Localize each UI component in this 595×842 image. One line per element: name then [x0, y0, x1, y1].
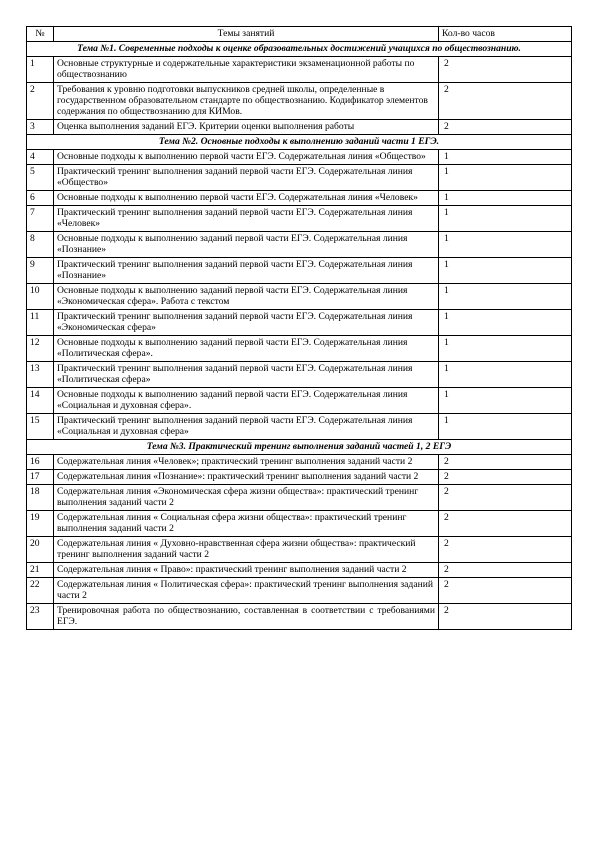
- table-row: [27, 284, 572, 310]
- row-hours: 1: [439, 388, 572, 414]
- row-topic: Практический тренинг выполнения заданий первой части ЕГЭ. Содержательная линия «Социальная и духовная сфера»: [54, 414, 439, 440]
- row-number: 12: [27, 336, 54, 362]
- table-row: [27, 191, 572, 206]
- row-number: 20: [27, 537, 54, 563]
- row-topic: Основные подходы к выполнению первой части ЕГЭ. Содержательная линия «Человек»: [54, 191, 439, 206]
- row-topic: Практический тренинг выполнения заданий первой части ЕГЭ. Содержательная линия «Познание»: [54, 258, 439, 284]
- row-number: 7: [27, 206, 54, 232]
- row-hours: 2: [439, 511, 572, 537]
- table-row: [27, 414, 572, 440]
- row-number: 10: [27, 284, 54, 310]
- row-hours: 1: [439, 310, 572, 336]
- row-number: 5: [27, 165, 54, 191]
- row-hours: 2: [439, 537, 572, 563]
- table-row: [27, 336, 572, 362]
- row-number: 14: [27, 388, 54, 414]
- row-number: 22: [27, 578, 54, 604]
- header-row: [27, 27, 572, 42]
- table-row: [27, 83, 572, 120]
- table-row: [27, 388, 572, 414]
- row-hours: 2: [439, 604, 572, 630]
- row-number: 4: [27, 150, 54, 165]
- row-topic: Практический тренинг выполнения заданий первой части ЕГЭ. Содержательная линия «Человек»: [54, 206, 439, 232]
- section-header-row: [27, 135, 572, 150]
- row-number: 23: [27, 604, 54, 630]
- row-number: 16: [27, 455, 54, 470]
- row-hours: 1: [439, 150, 572, 165]
- row-topic: Основные подходы к выполнению заданий первой части ЕГЭ. Содержательная линия «Познание»: [54, 232, 439, 258]
- row-number: 1: [27, 57, 54, 83]
- row-topic: Основные подходы к выполнению первой части ЕГЭ. Содержательная линия «Общество»: [54, 150, 439, 165]
- row-hours: 1: [439, 336, 572, 362]
- table-row: [27, 563, 572, 578]
- row-number: 11: [27, 310, 54, 336]
- row-number: 18: [27, 485, 54, 511]
- row-hours: 2: [439, 485, 572, 511]
- table-row: [27, 150, 572, 165]
- row-topic: Практический тренинг выполнения заданий первой части ЕГЭ. Содержательная линия «Общество»: [54, 165, 439, 191]
- row-topic: Содержательная линия «Познание»: практический тренинг выполнения заданий части 2: [54, 470, 439, 485]
- row-hours: 1: [439, 165, 572, 191]
- row-topic: Содержательная линия « Право»: практический тренинг выполнения заданий части 2: [54, 563, 439, 578]
- table-row: [27, 470, 572, 485]
- table-row: [27, 57, 572, 83]
- row-hours: 1: [439, 191, 572, 206]
- row-topic: Содержательная линия «Человек»; практический тренинг выполнения заданий части 2: [54, 455, 439, 470]
- table-row: [27, 258, 572, 284]
- table-row: [27, 362, 572, 388]
- row-number: 6: [27, 191, 54, 206]
- row-hours: 1: [439, 414, 572, 440]
- row-topic: Содержательная линия «Экономическая сфера жизни общества»: практический тренинг выполнения заданий части 2: [54, 485, 439, 511]
- row-hours: 2: [439, 120, 572, 135]
- table-row: [27, 537, 572, 563]
- row-topic: Оценка выполнения заданий ЕГЭ. Критерии оценки выполнения работы: [54, 120, 439, 135]
- section-header-row: [27, 42, 572, 57]
- row-number: 15: [27, 414, 54, 440]
- row-hours: 2: [439, 563, 572, 578]
- row-topic: Содержательная линия « Духовно-нравственная сфера жизни общества»: практический тренинг выполнения заданий части 2: [54, 537, 439, 563]
- table-row: [27, 120, 572, 135]
- row-hours: 2: [439, 83, 572, 120]
- section-title: Тема №2. Основные подходы к выполнению заданий части 1 ЕГЭ.: [27, 135, 572, 150]
- row-number: 17: [27, 470, 54, 485]
- row-number: 9: [27, 258, 54, 284]
- row-topic: Основные подходы к выполнению заданий первой части ЕГЭ. Содержательная линия «Политическая сфера».: [54, 336, 439, 362]
- row-topic: Требования к уровню подготовки выпускников средней школы, определенные в государственном образовательном стандарте по обществознанию. Кодификатор элементов содержания по обществознанию для КИМов.: [54, 83, 439, 120]
- row-hours: 2: [439, 578, 572, 604]
- table-body: [27, 42, 572, 630]
- section-header-row: [27, 440, 572, 455]
- row-topic: Содержательная линия « Социальная сфера жизни общества»: практический тренинг выполнения заданий части 2: [54, 511, 439, 537]
- table-row: [27, 455, 572, 470]
- table-row: [27, 485, 572, 511]
- table-row: [27, 511, 572, 537]
- header-hours: Кол-во часов: [439, 27, 572, 42]
- row-number: 19: [27, 511, 54, 537]
- row-number: 21: [27, 563, 54, 578]
- row-topic: Практический тренинг выполнения заданий первой части ЕГЭ. Содержательная линия «Экономическая сфера»: [54, 310, 439, 336]
- row-number: 2: [27, 83, 54, 120]
- section-title: Тема №1. Современные подходы к оценке образовательных достижений учащихся по обществознанию.: [27, 42, 572, 57]
- row-topic: Основные подходы к выполнению заданий первой части ЕГЭ. Содержательная линия «Социальная и духовная сфера».: [54, 388, 439, 414]
- section-title: Тема №3. Практический тренинг выполнения заданий частей 1, 2 ЕГЭ: [27, 440, 572, 455]
- table-row: [27, 206, 572, 232]
- header-num: №: [27, 27, 54, 42]
- row-hours: 2: [439, 455, 572, 470]
- table-row: [27, 310, 572, 336]
- table-row: [27, 165, 572, 191]
- row-number: 8: [27, 232, 54, 258]
- table-row: [27, 232, 572, 258]
- row-topic: Тренировочная работа по обществознанию, составленная в соответствии с требованиями ЕГЭ.: [54, 604, 439, 630]
- table-row: [27, 604, 572, 630]
- row-topic: Содержательная линия « Политическая сфера»: практический тренинг выполнения заданий части 2: [54, 578, 439, 604]
- header-topic: Темы занятий: [54, 27, 439, 42]
- row-hours: 1: [439, 206, 572, 232]
- row-hours: 1: [439, 232, 572, 258]
- row-number: 13: [27, 362, 54, 388]
- row-topic: Основные подходы к выполнению заданий первой части ЕГЭ. Содержательная линия «Экономическая сфера». Работа с текстом: [54, 284, 439, 310]
- row-hours: 1: [439, 362, 572, 388]
- row-hours: 2: [439, 470, 572, 485]
- row-topic: Практический тренинг выполнения заданий первой части ЕГЭ. Содержательная линия «Политическая сфера»: [54, 362, 439, 388]
- row-topic: Основные структурные и содержательные характеристики экзаменационной работы по обществознанию: [54, 57, 439, 83]
- curriculum-table: [26, 26, 572, 630]
- row-number: 3: [27, 120, 54, 135]
- row-hours: 1: [439, 284, 572, 310]
- row-hours: 1: [439, 258, 572, 284]
- row-hours: 2: [439, 57, 572, 83]
- table-row: [27, 578, 572, 604]
